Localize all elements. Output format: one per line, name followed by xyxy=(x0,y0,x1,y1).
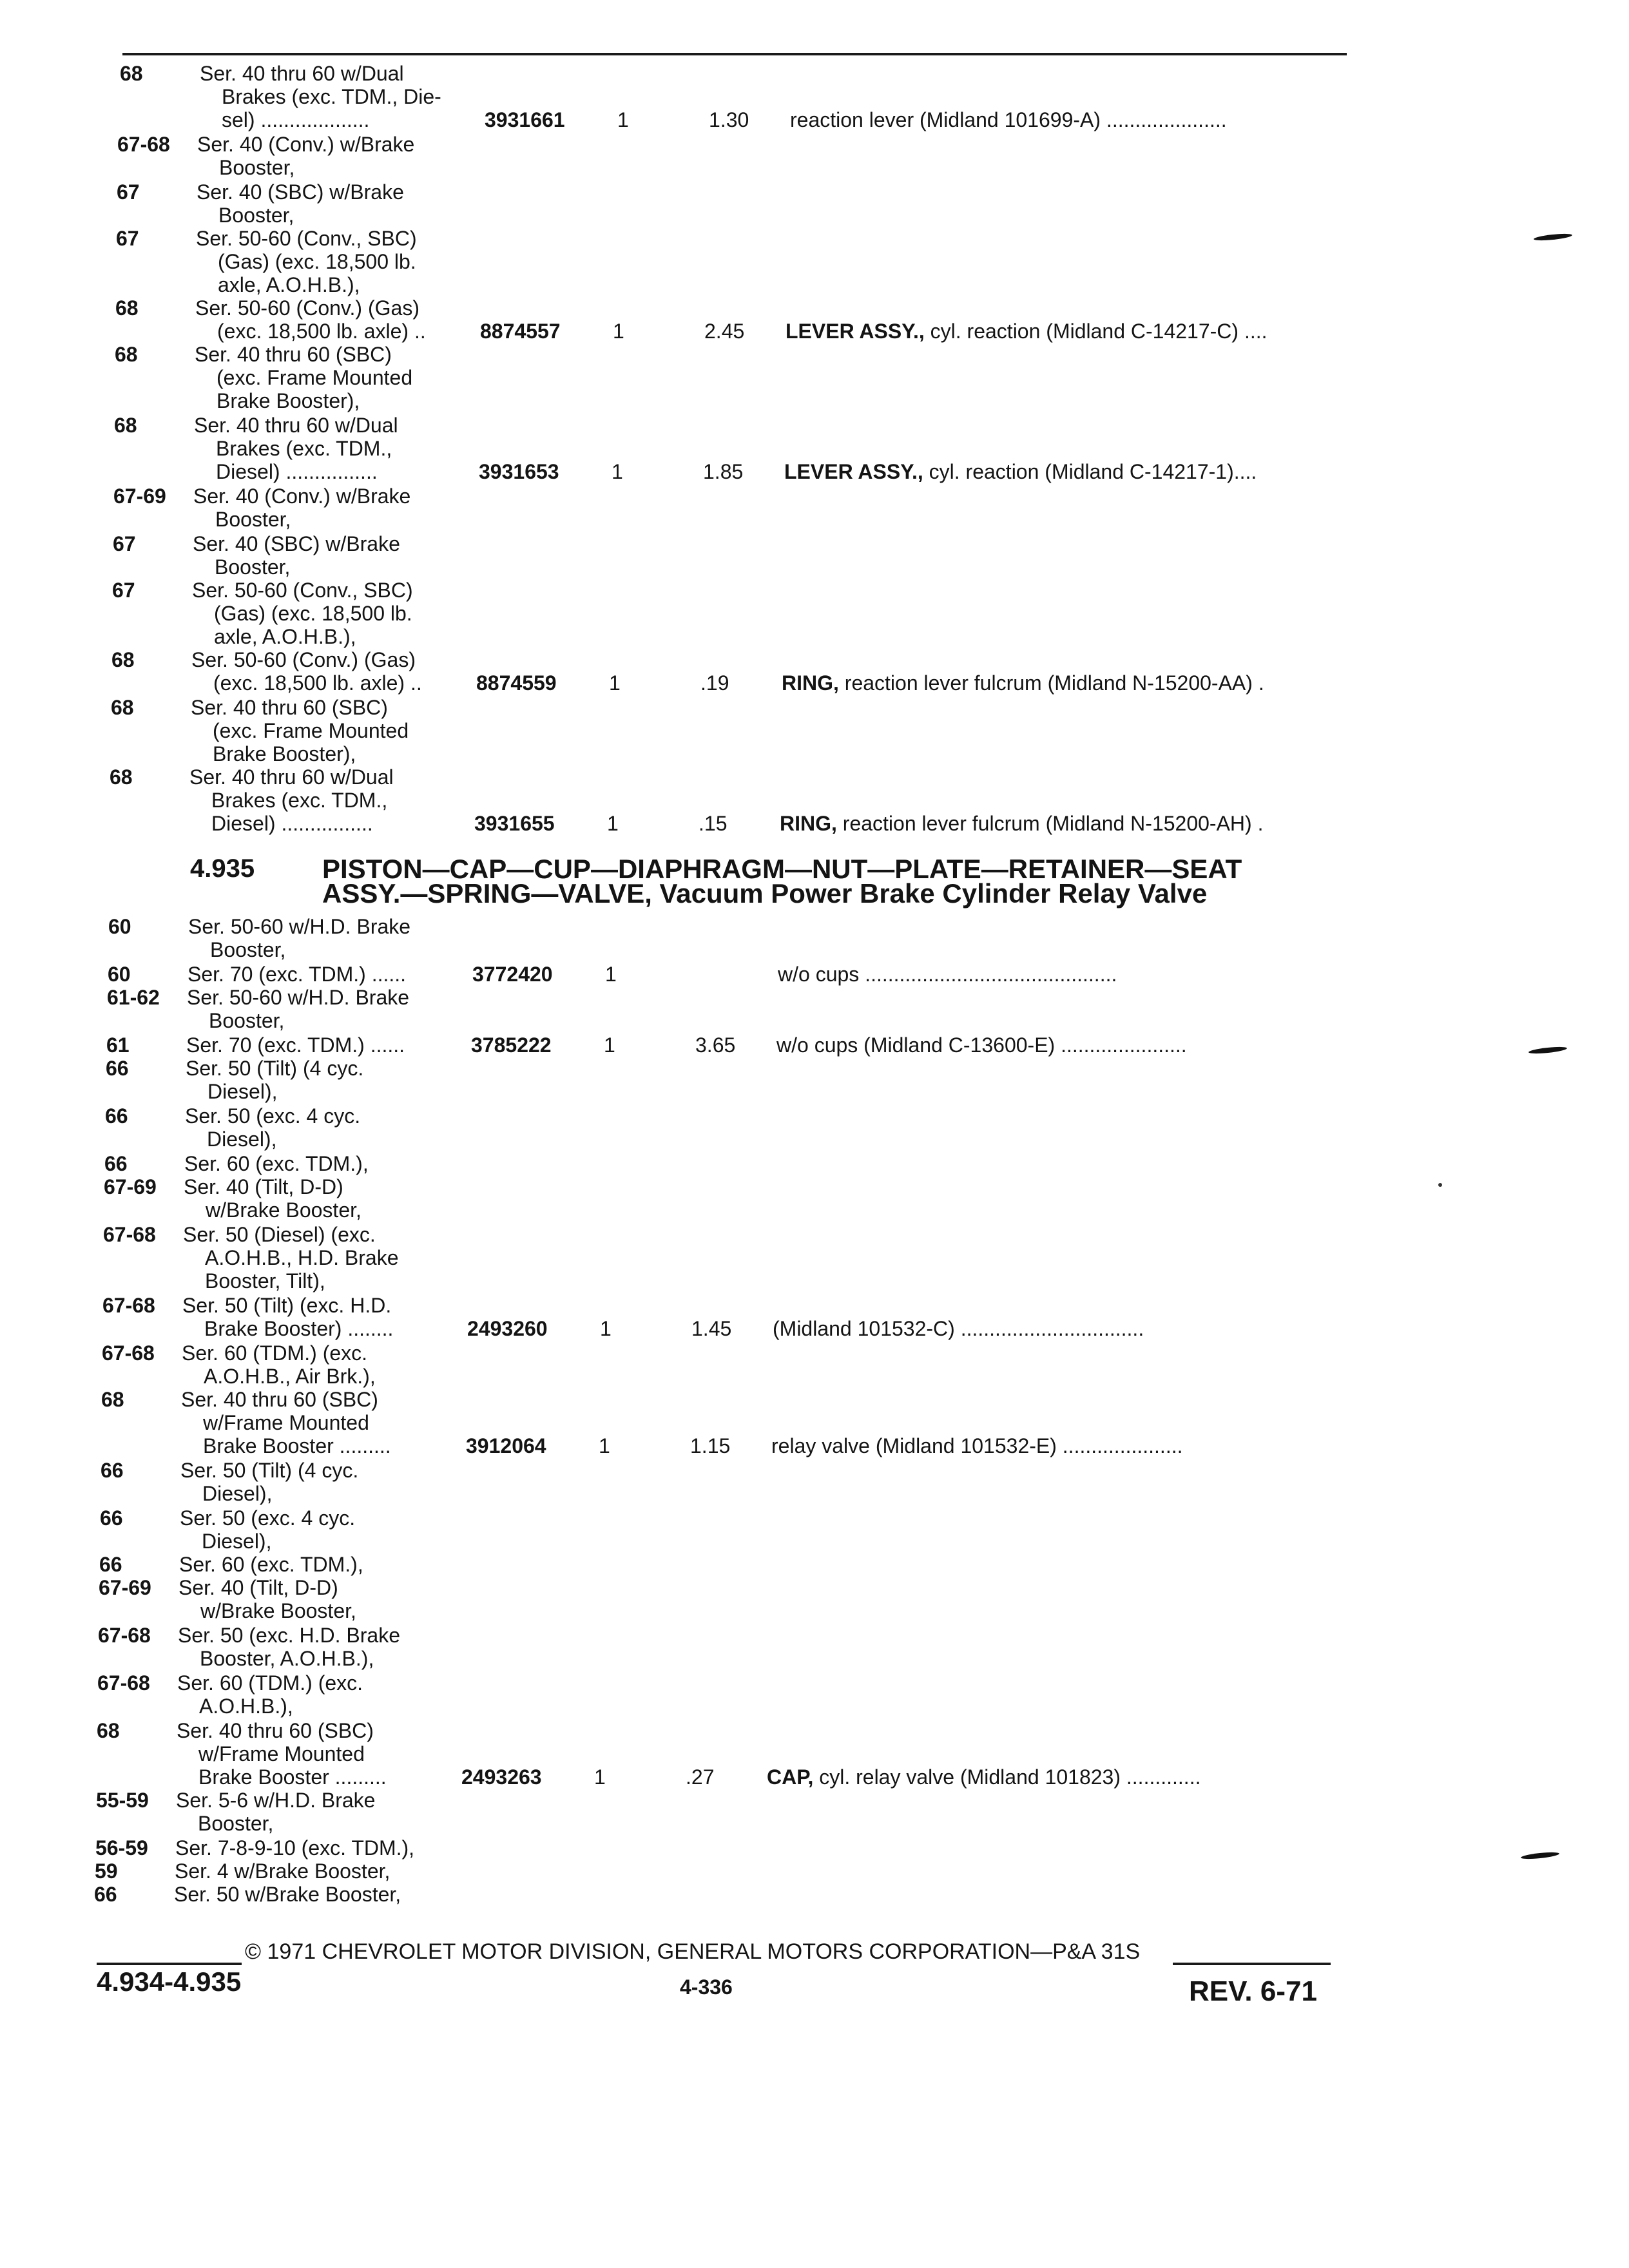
series-line: Ser. 70 (exc. TDM.) ...... xyxy=(188,963,407,986)
series-line: Booster, xyxy=(209,1009,285,1032)
part-name: LEVER ASSY., xyxy=(784,460,923,483)
series-line: A.O.H.B.), xyxy=(199,1695,293,1718)
model-year: 68 xyxy=(115,296,139,320)
series-line: Booster, xyxy=(215,555,291,579)
model-year: 67 xyxy=(113,532,136,555)
series-line: Ser. 40 thru 60 (SBC) xyxy=(195,343,392,366)
footer-section-range: 4.934-4.935 xyxy=(97,1966,242,1997)
series-line: (exc. Frame Mounted xyxy=(213,719,409,742)
series-line: Brake Booster ......... xyxy=(203,1434,391,1457)
quantity: 1 xyxy=(607,812,619,835)
part-description xyxy=(773,1317,1327,1340)
model-year: 66 xyxy=(99,1553,122,1576)
model-year: 67 xyxy=(117,180,140,204)
list-price: 1.30 xyxy=(709,108,749,131)
series-line: axle, A.O.H.B.), xyxy=(214,625,356,648)
series-line: Ser. 50 (exc. H.D. Brake xyxy=(178,1624,401,1647)
quantity: 1 xyxy=(599,1434,610,1457)
part-detail: cyl. relay valve (Midland 101823) ............. xyxy=(813,1765,1201,1789)
list-price: 1.45 xyxy=(691,1317,732,1340)
series-line: Ser. 7-8-9-10 (exc. TDM.), xyxy=(175,1836,415,1860)
model-year: 66 xyxy=(100,1506,123,1530)
scan-speck xyxy=(1438,1183,1442,1187)
series-line: Brake Booster), xyxy=(217,389,360,412)
series-line: w/Brake Booster, xyxy=(200,1599,356,1622)
model-year: 68 xyxy=(120,62,143,85)
series-line: Booster, xyxy=(198,1812,274,1835)
list-price: 3.65 xyxy=(695,1033,736,1057)
list-price: 2.45 xyxy=(704,320,745,343)
series-line: (exc. 18,500 lb. axle) .. xyxy=(217,320,426,343)
series-line: Booster, xyxy=(219,156,295,179)
part-description xyxy=(780,812,1334,835)
series-line: w/Brake Booster, xyxy=(206,1198,361,1222)
series-line: Diesel), xyxy=(202,1482,273,1505)
model-year: 67-68 xyxy=(117,133,170,156)
series-line: Brakes (exc. TDM., xyxy=(211,789,388,812)
model-year: 55-59 xyxy=(96,1789,149,1812)
top-rule xyxy=(122,53,1347,55)
scan-mark xyxy=(1528,1046,1568,1055)
series-line: A.O.H.B., Air Brk.), xyxy=(204,1365,376,1388)
part-description xyxy=(786,320,1340,343)
list-price: .15 xyxy=(699,812,728,835)
quantity: 1 xyxy=(613,320,624,343)
series-line: Ser. 50-60 w/H.D. Brake xyxy=(187,986,410,1009)
model-year: 61-62 xyxy=(107,986,160,1009)
model-year: 67-69 xyxy=(99,1576,151,1599)
series-line: Ser. 40 (Tilt, D-D) xyxy=(178,1576,338,1599)
series-line: Ser. 50 (Tilt) (exc. H.D. xyxy=(182,1294,392,1317)
model-year: 68 xyxy=(110,765,133,789)
part-detail: (Midland 101532-C) ................................ xyxy=(773,1317,1144,1340)
section-number: 4.935 xyxy=(190,854,255,883)
part-detail: cyl. reaction (Midland C-14217-C) .... xyxy=(924,320,1268,343)
model-year: 66 xyxy=(106,1057,129,1080)
series-line: Brake Booster), xyxy=(213,742,356,765)
series-line: Diesel), xyxy=(202,1530,272,1553)
series-line: axle, A.O.H.B.), xyxy=(218,273,360,296)
series-line: Ser. 40 (Conv.) w/Brake xyxy=(193,485,411,508)
model-year: 66 xyxy=(94,1883,117,1906)
model-year: 60 xyxy=(108,915,131,938)
series-line: Ser. 40 (Conv.) w/Brake xyxy=(197,133,415,156)
part-detail: reaction lever fulcrum (Midland N-15200-AA) . xyxy=(838,671,1264,695)
part-number: 2493260 xyxy=(467,1317,548,1340)
model-year: 67-69 xyxy=(113,485,166,508)
series-line: Ser. 40 thru 60 w/Dual xyxy=(189,765,394,789)
series-line: A.O.H.B., H.D. Brake xyxy=(205,1246,399,1269)
series-line: (Gas) (exc. 18,500 lb. xyxy=(218,250,416,273)
part-description xyxy=(771,1434,1325,1457)
series-line: Ser. 50 (Tilt) (4 cyc. xyxy=(180,1459,359,1482)
series-line: Ser. 60 (TDM.) (exc. xyxy=(177,1671,363,1695)
series-line: Diesel), xyxy=(207,1128,277,1151)
part-description xyxy=(767,1765,1321,1789)
series-line: Booster, xyxy=(218,204,294,227)
series-line: Ser. 60 (TDM.) (exc. xyxy=(182,1341,368,1365)
part-name: CAP, xyxy=(767,1765,814,1789)
model-year: 68 xyxy=(114,414,137,437)
part-name: RING, xyxy=(782,671,839,695)
series-line: Brake Booster ......... xyxy=(198,1765,387,1789)
model-year: 67 xyxy=(112,579,135,602)
series-line: Ser. 70 (exc. TDM.) ...... xyxy=(186,1033,405,1057)
series-line: Ser. 60 (exc. TDM.), xyxy=(179,1553,363,1576)
list-price: .19 xyxy=(700,671,729,695)
series-line: Booster, Tilt), xyxy=(205,1269,325,1293)
quantity: 1 xyxy=(612,460,623,483)
part-description xyxy=(778,963,1332,986)
footer-rule-left xyxy=(97,1963,242,1965)
scan-mark xyxy=(1521,1851,1560,1860)
series-line: Ser. 50 w/Brake Booster, xyxy=(174,1883,401,1906)
quantity: 1 xyxy=(609,671,621,695)
series-line: w/Frame Mounted xyxy=(198,1742,365,1765)
part-number: 3912064 xyxy=(466,1434,546,1457)
series-line: Ser. 50-60 (Conv., SBC) xyxy=(196,227,417,250)
part-detail: relay valve (Midland 101532-E) ..................... xyxy=(771,1434,1183,1457)
footer-copyright: © 1971 CHEVROLET MOTOR DIVISION, GENERAL MOTORS CORPORATION—P&A 31S xyxy=(245,1939,1141,1964)
part-description xyxy=(776,1033,1331,1057)
quantity: 1 xyxy=(594,1765,606,1789)
part-number: 2493263 xyxy=(461,1765,542,1789)
model-year: 60 xyxy=(108,963,131,986)
series-line: w/Frame Mounted xyxy=(203,1411,369,1434)
part-description xyxy=(790,108,1344,131)
quantity: 1 xyxy=(604,1033,615,1057)
part-number: 8874557 xyxy=(480,320,561,343)
series-line: Ser. 40 thru 60 w/Dual xyxy=(200,62,404,85)
list-price: .27 xyxy=(686,1765,715,1789)
model-year: 67-68 xyxy=(102,1341,155,1365)
series-line: (exc. 18,500 lb. axle) .. xyxy=(213,671,422,695)
series-line: (exc. Frame Mounted xyxy=(217,366,413,389)
footer-page-number: 4-336 xyxy=(680,1975,733,1999)
model-year: 59 xyxy=(95,1860,118,1883)
model-year: 67-68 xyxy=(97,1671,150,1695)
series-line: Ser. 50 (exc. 4 cyc. xyxy=(180,1506,356,1530)
model-year: 66 xyxy=(105,1104,128,1128)
part-description xyxy=(782,671,1336,695)
series-line: Booster, A.O.H.B.), xyxy=(200,1647,374,1670)
part-name: LEVER ASSY., xyxy=(786,320,925,343)
part-detail: cyl. reaction (Midland C-14217-1).... xyxy=(923,460,1257,483)
series-line: Ser. 40 thru 60 (SBC) xyxy=(177,1719,374,1742)
scan-mark xyxy=(1534,233,1573,242)
section-title-line1: PISTON—CAP—CUP—DIAPHRAGM—NUT—PLATE—RETAINER—SEAT xyxy=(322,854,1242,884)
series-line: Ser. 40 thru 60 w/Dual xyxy=(194,414,398,437)
series-line: Ser. 40 (SBC) w/Brake xyxy=(193,532,400,555)
series-line: Ser. 40 (SBC) w/Brake xyxy=(197,180,404,204)
series-line: Brake Booster) ........ xyxy=(204,1317,394,1340)
model-year: 67-69 xyxy=(104,1175,157,1198)
part-number: 8874559 xyxy=(476,671,557,695)
footer-revision: REV. 6-71 xyxy=(1189,1975,1317,2007)
model-year: 67-68 xyxy=(103,1223,156,1246)
series-line: Ser. 60 (exc. TDM.), xyxy=(184,1152,369,1175)
part-number: 3772420 xyxy=(472,963,553,986)
series-line: sel) ................... xyxy=(222,108,370,131)
series-line: Booster, xyxy=(215,508,291,531)
series-line: Ser. 4 w/Brake Booster, xyxy=(175,1860,390,1883)
quantity: 1 xyxy=(605,963,617,986)
model-year: 68 xyxy=(101,1388,124,1411)
series-line: Ser. 50 (Diesel) (exc. xyxy=(183,1223,376,1246)
list-price: 1.85 xyxy=(703,460,744,483)
quantity: 1 xyxy=(600,1317,612,1340)
series-line: (Gas) (exc. 18,500 lb. xyxy=(214,602,412,625)
series-line: Diesel) ................ xyxy=(211,812,373,835)
series-line: Diesel), xyxy=(207,1080,278,1103)
model-year: 61 xyxy=(106,1033,130,1057)
model-year: 56-59 xyxy=(95,1836,148,1860)
part-detail: reaction lever (Midland 101699-A) ..................... xyxy=(790,108,1227,131)
part-number: 3931661 xyxy=(485,108,565,131)
model-year: 67 xyxy=(116,227,139,250)
series-line: Ser. 40 thru 60 (SBC) xyxy=(181,1388,378,1411)
series-line: Diesel) ................ xyxy=(216,460,378,483)
series-line: Booster, xyxy=(210,938,286,961)
part-detail: reaction lever fulcrum (Midland N-15200-AH) . xyxy=(836,812,1264,835)
model-year: 67-68 xyxy=(102,1294,155,1317)
model-year: 68 xyxy=(97,1719,120,1742)
part-number: 3931653 xyxy=(479,460,559,483)
part-description xyxy=(784,460,1338,483)
series-line: Brakes (exc. TDM., Die- xyxy=(222,85,441,108)
series-line: Ser. 50-60 (Conv.) (Gas) xyxy=(195,296,419,320)
list-price: 1.15 xyxy=(690,1434,731,1457)
model-year: 68 xyxy=(111,648,135,671)
model-year: 68 xyxy=(115,343,138,366)
series-line: Ser. 40 thru 60 (SBC) xyxy=(191,696,388,719)
part-name: RING, xyxy=(780,812,837,835)
series-line: Ser. 50-60 w/H.D. Brake xyxy=(188,915,411,938)
series-line: Ser. 50 (Tilt) (4 cyc. xyxy=(186,1057,364,1080)
footer-rule-right xyxy=(1173,1963,1331,1965)
model-year: 66 xyxy=(101,1459,124,1482)
series-line: Ser. 50-60 (Conv., SBC) xyxy=(192,579,413,602)
series-line: Ser. 50-60 (Conv.) (Gas) xyxy=(191,648,416,671)
series-line: Ser. 5-6 w/H.D. Brake xyxy=(176,1789,376,1812)
section-title-line2: ASSY.—SPRING—VALVE, Vacuum Power Brake Cylinder Relay Valve xyxy=(322,878,1208,908)
series-line: Brakes (exc. TDM., xyxy=(216,437,392,460)
model-year: 67-68 xyxy=(98,1624,151,1647)
quantity: 1 xyxy=(617,108,629,131)
model-year: 68 xyxy=(111,696,134,719)
series-line: Ser. 50 (exc. 4 cyc. xyxy=(185,1104,361,1128)
part-detail: w/o cups ............................................ xyxy=(778,963,1117,986)
part-number: 3931655 xyxy=(474,812,555,835)
model-year: 66 xyxy=(104,1152,128,1175)
part-number: 3785222 xyxy=(471,1033,552,1057)
series-line: Ser. 40 (Tilt, D-D) xyxy=(184,1175,343,1198)
part-detail: w/o cups (Midland C-13600-E) ...................... xyxy=(776,1033,1187,1057)
